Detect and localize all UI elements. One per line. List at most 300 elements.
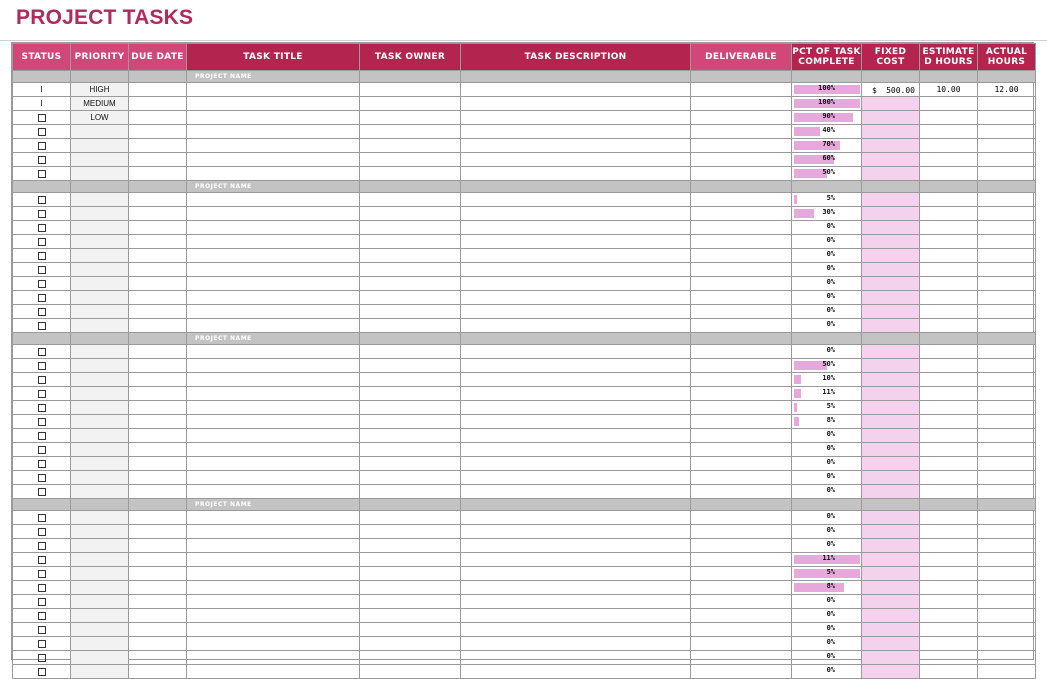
task-title-cell[interactable] — [187, 525, 360, 539]
estimated-hours-cell[interactable] — [920, 359, 978, 373]
task-title-cell[interactable] — [187, 345, 360, 359]
task-title-cell[interactable] — [187, 443, 360, 457]
pct-complete-cell[interactable] — [792, 249, 862, 263]
deliverable-cell[interactable] — [691, 415, 792, 429]
due-date-cell[interactable] — [129, 319, 187, 333]
fixed-cost-cell[interactable] — [862, 207, 920, 221]
priority-cell[interactable] — [71, 305, 129, 319]
task-title-cell[interactable] — [187, 305, 360, 319]
actual-hours-cell[interactable] — [978, 305, 1036, 319]
task-owner-cell[interactable] — [360, 249, 461, 263]
priority-cell[interactable]: MEDIUM — [71, 97, 129, 111]
status-checkbox[interactable] — [38, 528, 46, 536]
due-date-cell[interactable] — [129, 401, 187, 415]
task-description-cell[interactable] — [461, 511, 691, 525]
task-owner-cell[interactable] — [360, 665, 461, 679]
pct-complete-cell[interactable] — [792, 609, 862, 623]
estimated-hours-cell[interactable] — [920, 429, 978, 443]
task-title-cell[interactable] — [187, 401, 360, 415]
task-title-cell[interactable] — [187, 553, 360, 567]
due-date-cell[interactable] — [129, 235, 187, 249]
fixed-cost-cell[interactable] — [862, 553, 920, 567]
status-checkbox[interactable] — [38, 584, 46, 592]
status-cell[interactable] — [13, 221, 71, 235]
estimated-hours-cell[interactable] — [920, 567, 978, 581]
task-title-cell[interactable] — [187, 139, 360, 153]
due-date-cell[interactable] — [129, 193, 187, 207]
pct-complete-cell[interactable] — [792, 263, 862, 277]
estimated-hours-cell[interactable] — [920, 637, 978, 651]
status-checkbox[interactable] — [38, 128, 46, 136]
actual-hours-cell[interactable] — [978, 401, 1036, 415]
priority-cell[interactable] — [71, 665, 129, 679]
due-date-cell[interactable] — [129, 277, 187, 291]
status-checkbox[interactable] — [38, 418, 46, 426]
task-description-cell[interactable] — [461, 235, 691, 249]
col-header-actual-hours[interactable] — [978, 44, 1036, 71]
task-description-cell[interactable] — [461, 443, 691, 457]
status-cell[interactable] — [13, 263, 71, 277]
due-date-cell[interactable] — [129, 609, 187, 623]
task-owner-cell[interactable] — [360, 235, 461, 249]
fixed-cost-cell[interactable] — [862, 167, 920, 181]
pct-complete-cell[interactable] — [792, 567, 862, 581]
task-owner-cell[interactable] — [360, 277, 461, 291]
deliverable-cell[interactable] — [691, 125, 792, 139]
actual-hours-cell[interactable] — [978, 263, 1036, 277]
status-checkbox[interactable] — [38, 404, 46, 412]
task-title-cell[interactable] — [187, 291, 360, 305]
fixed-cost-cell[interactable] — [862, 193, 920, 207]
estimated-hours-cell[interactable] — [920, 609, 978, 623]
priority-cell[interactable] — [71, 387, 129, 401]
actual-hours-cell[interactable] — [978, 429, 1036, 443]
pct-complete-cell[interactable] — [792, 193, 862, 207]
actual-hours-cell[interactable] — [978, 485, 1036, 499]
task-title-cell[interactable] — [187, 429, 360, 443]
priority-cell[interactable] — [71, 235, 129, 249]
task-title-cell[interactable] — [187, 125, 360, 139]
status-cell[interactable] — [13, 595, 71, 609]
actual-hours-cell[interactable] — [978, 609, 1036, 623]
fixed-cost-cell[interactable] — [862, 443, 920, 457]
estimated-hours-cell[interactable] — [920, 221, 978, 235]
due-date-cell[interactable] — [129, 581, 187, 595]
priority-cell[interactable] — [71, 319, 129, 333]
task-description-cell[interactable] — [461, 415, 691, 429]
fixed-cost-cell[interactable] — [862, 567, 920, 581]
task-owner-cell[interactable] — [360, 539, 461, 553]
task-owner-cell[interactable] — [360, 221, 461, 235]
actual-hours-cell[interactable] — [978, 291, 1036, 305]
status-checkbox[interactable] — [38, 280, 46, 288]
priority-cell[interactable] — [71, 249, 129, 263]
status-cell[interactable] — [13, 429, 71, 443]
fixed-cost-cell[interactable] — [862, 373, 920, 387]
fixed-cost-cell[interactable] — [862, 415, 920, 429]
task-description-cell[interactable] — [461, 429, 691, 443]
pct-complete-cell[interactable] — [792, 277, 862, 291]
priority-cell[interactable] — [71, 457, 129, 471]
task-owner-cell[interactable] — [360, 567, 461, 581]
pct-complete-cell[interactable] — [792, 153, 862, 167]
pct-complete-cell[interactable] — [792, 457, 862, 471]
status-checkbox[interactable] — [38, 114, 46, 122]
status-checkbox[interactable] — [38, 224, 46, 232]
priority-cell[interactable]: LOW — [71, 111, 129, 125]
status-cell[interactable] — [13, 83, 71, 97]
priority-cell[interactable] — [71, 637, 129, 651]
pct-complete-cell[interactable] — [792, 595, 862, 609]
fixed-cost-cell[interactable] — [862, 581, 920, 595]
priority-cell[interactable] — [71, 263, 129, 277]
actual-hours-cell[interactable] — [978, 235, 1036, 249]
task-description-cell[interactable] — [461, 609, 691, 623]
fixed-cost-cell[interactable] — [862, 525, 920, 539]
status-cell[interactable] — [13, 359, 71, 373]
task-owner-cell[interactable] — [360, 609, 461, 623]
task-description-cell[interactable] — [461, 207, 691, 221]
fixed-cost-cell[interactable] — [862, 609, 920, 623]
deliverable-cell[interactable] — [691, 139, 792, 153]
estimated-hours-cell[interactable] — [920, 125, 978, 139]
estimated-hours-cell[interactable] — [920, 277, 978, 291]
priority-cell[interactable] — [71, 139, 129, 153]
fixed-cost-cell[interactable] — [862, 595, 920, 609]
fixed-cost-cell[interactable] — [862, 485, 920, 499]
task-owner-cell[interactable] — [360, 359, 461, 373]
deliverable-cell[interactable] — [691, 525, 792, 539]
status-checkbox[interactable] — [38, 626, 46, 634]
task-description-cell[interactable] — [461, 277, 691, 291]
estimated-hours-cell[interactable] — [920, 167, 978, 181]
task-owner-cell[interactable] — [360, 373, 461, 387]
status-checkbox[interactable] — [38, 668, 46, 676]
status-cell[interactable] — [13, 665, 71, 679]
estimated-hours-cell[interactable] — [920, 471, 978, 485]
priority-cell[interactable] — [71, 609, 129, 623]
pct-complete-cell[interactable] — [792, 167, 862, 181]
deliverable-cell[interactable] — [691, 221, 792, 235]
due-date-cell[interactable] — [129, 457, 187, 471]
estimated-hours-cell[interactable] — [920, 373, 978, 387]
deliverable-cell[interactable] — [691, 429, 792, 443]
actual-hours-cell[interactable]: 12.00 — [978, 83, 1036, 97]
due-date-cell[interactable] — [129, 111, 187, 125]
task-owner-cell[interactable] — [360, 415, 461, 429]
status-checkbox[interactable] — [38, 196, 46, 204]
due-date-cell[interactable] — [129, 291, 187, 305]
due-date-cell[interactable] — [129, 665, 187, 679]
actual-hours-cell[interactable] — [978, 345, 1036, 359]
task-title-cell[interactable] — [187, 359, 360, 373]
status-cell[interactable] — [13, 457, 71, 471]
status-cell[interactable] — [13, 249, 71, 263]
deliverable-cell[interactable] — [691, 511, 792, 525]
due-date-cell[interactable] — [129, 429, 187, 443]
task-title-cell[interactable] — [187, 319, 360, 333]
due-date-cell[interactable] — [129, 443, 187, 457]
pct-complete-cell[interactable] — [792, 623, 862, 637]
status-checkbox[interactable] — [38, 390, 46, 398]
deliverable-cell[interactable] — [691, 637, 792, 651]
actual-hours-cell[interactable] — [978, 153, 1036, 167]
actual-hours-cell[interactable] — [978, 373, 1036, 387]
status-checkbox[interactable] — [38, 542, 46, 550]
fixed-cost-cell[interactable] — [862, 125, 920, 139]
task-title-cell[interactable] — [187, 485, 360, 499]
status-cell[interactable] — [13, 443, 71, 457]
deliverable-cell[interactable] — [691, 111, 792, 125]
task-description-cell[interactable] — [461, 249, 691, 263]
pct-complete-cell[interactable] — [792, 553, 862, 567]
actual-hours-cell[interactable] — [978, 581, 1036, 595]
fixed-cost-cell[interactable] — [862, 359, 920, 373]
status-checkbox[interactable] — [38, 460, 46, 468]
fixed-cost-cell[interactable] — [862, 623, 920, 637]
task-title-cell[interactable] — [187, 249, 360, 263]
deliverable-cell[interactable] — [691, 387, 792, 401]
task-title-cell[interactable] — [187, 471, 360, 485]
status-checkbox[interactable] — [38, 252, 46, 260]
due-date-cell[interactable] — [129, 623, 187, 637]
task-owner-cell[interactable] — [360, 443, 461, 457]
pct-complete-cell[interactable] — [792, 305, 862, 319]
estimated-hours-cell[interactable] — [920, 539, 978, 553]
status-cell[interactable] — [13, 525, 71, 539]
estimated-hours-cell[interactable] — [920, 153, 978, 167]
status-cell[interactable] — [13, 415, 71, 429]
pct-complete-cell[interactable] — [792, 111, 862, 125]
deliverable-cell[interactable] — [691, 665, 792, 679]
fixed-cost-cell[interactable] — [862, 457, 920, 471]
fixed-cost-cell[interactable] — [862, 153, 920, 167]
status-checkbox[interactable] — [38, 488, 46, 496]
actual-hours-cell[interactable] — [978, 443, 1036, 457]
due-date-cell[interactable] — [129, 651, 187, 665]
status-cell[interactable] — [13, 139, 71, 153]
estimated-hours-cell[interactable] — [920, 485, 978, 499]
priority-cell[interactable] — [71, 167, 129, 181]
due-date-cell[interactable] — [129, 539, 187, 553]
status-checkbox[interactable] — [38, 654, 46, 662]
status-cell[interactable] — [13, 651, 71, 665]
pct-complete-cell[interactable] — [792, 387, 862, 401]
fixed-cost-cell[interactable] — [862, 97, 920, 111]
task-title-cell[interactable] — [187, 609, 360, 623]
due-date-cell[interactable] — [129, 525, 187, 539]
pct-complete-cell[interactable] — [792, 221, 862, 235]
pct-complete-cell[interactable] — [792, 539, 862, 553]
task-description-cell[interactable] — [461, 221, 691, 235]
deliverable-cell[interactable] — [691, 595, 792, 609]
actual-hours-cell[interactable] — [978, 207, 1036, 221]
task-owner-cell[interactable] — [360, 457, 461, 471]
deliverable-cell[interactable] — [691, 249, 792, 263]
priority-cell[interactable]: HIGH — [71, 83, 129, 97]
deliverable-cell[interactable] — [691, 485, 792, 499]
actual-hours-cell[interactable] — [978, 415, 1036, 429]
task-owner-cell[interactable] — [360, 207, 461, 221]
deliverable-cell[interactable] — [691, 263, 792, 277]
status-checkbox[interactable] — [38, 640, 46, 648]
task-description-cell[interactable] — [461, 111, 691, 125]
task-title-cell[interactable] — [187, 457, 360, 471]
task-owner-cell[interactable] — [360, 345, 461, 359]
estimated-hours-cell[interactable]: 10.00 — [920, 83, 978, 97]
pct-complete-cell[interactable] — [792, 443, 862, 457]
estimated-hours-cell[interactable] — [920, 511, 978, 525]
pct-complete-cell[interactable] — [792, 83, 862, 97]
task-description-cell[interactable] — [461, 139, 691, 153]
deliverable-cell[interactable] — [691, 207, 792, 221]
status-cell[interactable] — [13, 373, 71, 387]
deliverable-cell[interactable] — [691, 193, 792, 207]
deliverable-cell[interactable] — [691, 167, 792, 181]
priority-cell[interactable] — [71, 623, 129, 637]
priority-cell[interactable] — [71, 345, 129, 359]
task-owner-cell[interactable] — [360, 553, 461, 567]
task-owner-cell[interactable] — [360, 471, 461, 485]
status-checkbox[interactable] — [38, 376, 46, 384]
status-checkbox[interactable] — [38, 156, 46, 164]
status-checkbox[interactable] — [38, 294, 46, 302]
actual-hours-cell[interactable] — [978, 525, 1036, 539]
col-header-status[interactable]: STATUS — [13, 44, 71, 71]
task-description-cell[interactable] — [461, 263, 691, 277]
actual-hours-cell[interactable] — [978, 623, 1036, 637]
task-title-cell[interactable] — [187, 637, 360, 651]
due-date-cell[interactable] — [129, 249, 187, 263]
pct-complete-cell[interactable] — [792, 637, 862, 651]
due-date-cell[interactable] — [129, 485, 187, 499]
estimated-hours-cell[interactable] — [920, 665, 978, 679]
status-cell[interactable] — [13, 485, 71, 499]
deliverable-cell[interactable] — [691, 235, 792, 249]
estimated-hours-cell[interactable] — [920, 387, 978, 401]
task-description-cell[interactable] — [461, 373, 691, 387]
priority-cell[interactable] — [71, 207, 129, 221]
task-title-cell[interactable] — [187, 207, 360, 221]
status-cell[interactable] — [13, 319, 71, 333]
task-description-cell[interactable] — [461, 345, 691, 359]
priority-cell[interactable] — [71, 595, 129, 609]
deliverable-cell[interactable] — [691, 567, 792, 581]
status-cell[interactable] — [13, 193, 71, 207]
status-checkbox[interactable] — [38, 142, 46, 150]
due-date-cell[interactable] — [129, 595, 187, 609]
deliverable-cell[interactable] — [691, 581, 792, 595]
task-owner-cell[interactable] — [360, 139, 461, 153]
pct-complete-cell[interactable] — [792, 525, 862, 539]
status-cell[interactable] — [13, 471, 71, 485]
priority-cell[interactable] — [71, 193, 129, 207]
task-owner-cell[interactable] — [360, 193, 461, 207]
due-date-cell[interactable] — [129, 415, 187, 429]
actual-hours-cell[interactable] — [978, 359, 1036, 373]
pct-complete-cell[interactable] — [792, 345, 862, 359]
status-cell[interactable] — [13, 167, 71, 181]
task-title-cell[interactable] — [187, 97, 360, 111]
status-cell[interactable] — [13, 153, 71, 167]
estimated-hours-cell[interactable] — [920, 291, 978, 305]
due-date-cell[interactable] — [129, 83, 187, 97]
task-description-cell[interactable] — [461, 623, 691, 637]
actual-hours-cell[interactable] — [978, 277, 1036, 291]
pct-complete-cell[interactable] — [792, 319, 862, 333]
fixed-cost-cell[interactable] — [862, 83, 920, 97]
deliverable-cell[interactable] — [691, 373, 792, 387]
priority-cell[interactable] — [71, 553, 129, 567]
deliverable-cell[interactable] — [691, 277, 792, 291]
due-date-cell[interactable] — [129, 359, 187, 373]
pct-complete-cell[interactable] — [792, 373, 862, 387]
task-description-cell[interactable] — [461, 153, 691, 167]
task-description-cell[interactable] — [461, 97, 691, 111]
task-description-cell[interactable] — [461, 637, 691, 651]
priority-cell[interactable] — [71, 125, 129, 139]
status-checkbox[interactable] — [38, 266, 46, 274]
estimated-hours-cell[interactable] — [920, 401, 978, 415]
due-date-cell[interactable] — [129, 637, 187, 651]
deliverable-cell[interactable] — [691, 609, 792, 623]
pct-complete-cell[interactable] — [792, 291, 862, 305]
priority-cell[interactable] — [71, 511, 129, 525]
pct-complete-cell[interactable] — [792, 429, 862, 443]
priority-cell[interactable] — [71, 471, 129, 485]
status-checkbox[interactable] — [38, 612, 46, 620]
status-cell[interactable] — [13, 511, 71, 525]
task-title-cell[interactable] — [187, 665, 360, 679]
status-checkbox[interactable] — [38, 432, 46, 440]
task-owner-cell[interactable] — [360, 429, 461, 443]
deliverable-cell[interactable] — [691, 291, 792, 305]
deliverable-cell[interactable] — [691, 319, 792, 333]
task-owner-cell[interactable] — [360, 263, 461, 277]
deliverable-cell[interactable] — [691, 153, 792, 167]
fixed-cost-cell[interactable] — [862, 277, 920, 291]
actual-hours-cell[interactable] — [978, 665, 1036, 679]
estimated-hours-cell[interactable] — [920, 319, 978, 333]
pct-complete-cell[interactable] — [792, 359, 862, 373]
task-title-cell[interactable] — [187, 567, 360, 581]
fixed-cost-cell[interactable] — [862, 319, 920, 333]
estimated-hours-cell[interactable] — [920, 345, 978, 359]
col-header-deliverable[interactable]: DELIVERABLE — [691, 44, 792, 71]
status-checkbox[interactable] — [38, 348, 46, 356]
task-owner-cell[interactable] — [360, 125, 461, 139]
priority-cell[interactable] — [71, 443, 129, 457]
status-cell[interactable] — [13, 97, 71, 111]
task-description-cell[interactable] — [461, 167, 691, 181]
actual-hours-cell[interactable] — [978, 567, 1036, 581]
fixed-cost-cell[interactable] — [862, 665, 920, 679]
pct-complete-cell[interactable] — [792, 207, 862, 221]
task-description-cell[interactable] — [461, 595, 691, 609]
task-description-cell[interactable] — [461, 567, 691, 581]
due-date-cell[interactable] — [129, 263, 187, 277]
fixed-cost-cell[interactable] — [862, 401, 920, 415]
task-owner-cell[interactable] — [360, 651, 461, 665]
col-header-priority[interactable]: PRIORITY — [71, 44, 129, 71]
col-header-due-date[interactable]: DUE DATE — [129, 44, 187, 71]
pct-complete-cell[interactable] — [792, 97, 862, 111]
task-title-cell[interactable] — [187, 277, 360, 291]
actual-hours-cell[interactable] — [978, 111, 1036, 125]
actual-hours-cell[interactable] — [978, 193, 1036, 207]
task-description-cell[interactable] — [461, 553, 691, 567]
due-date-cell[interactable] — [129, 511, 187, 525]
